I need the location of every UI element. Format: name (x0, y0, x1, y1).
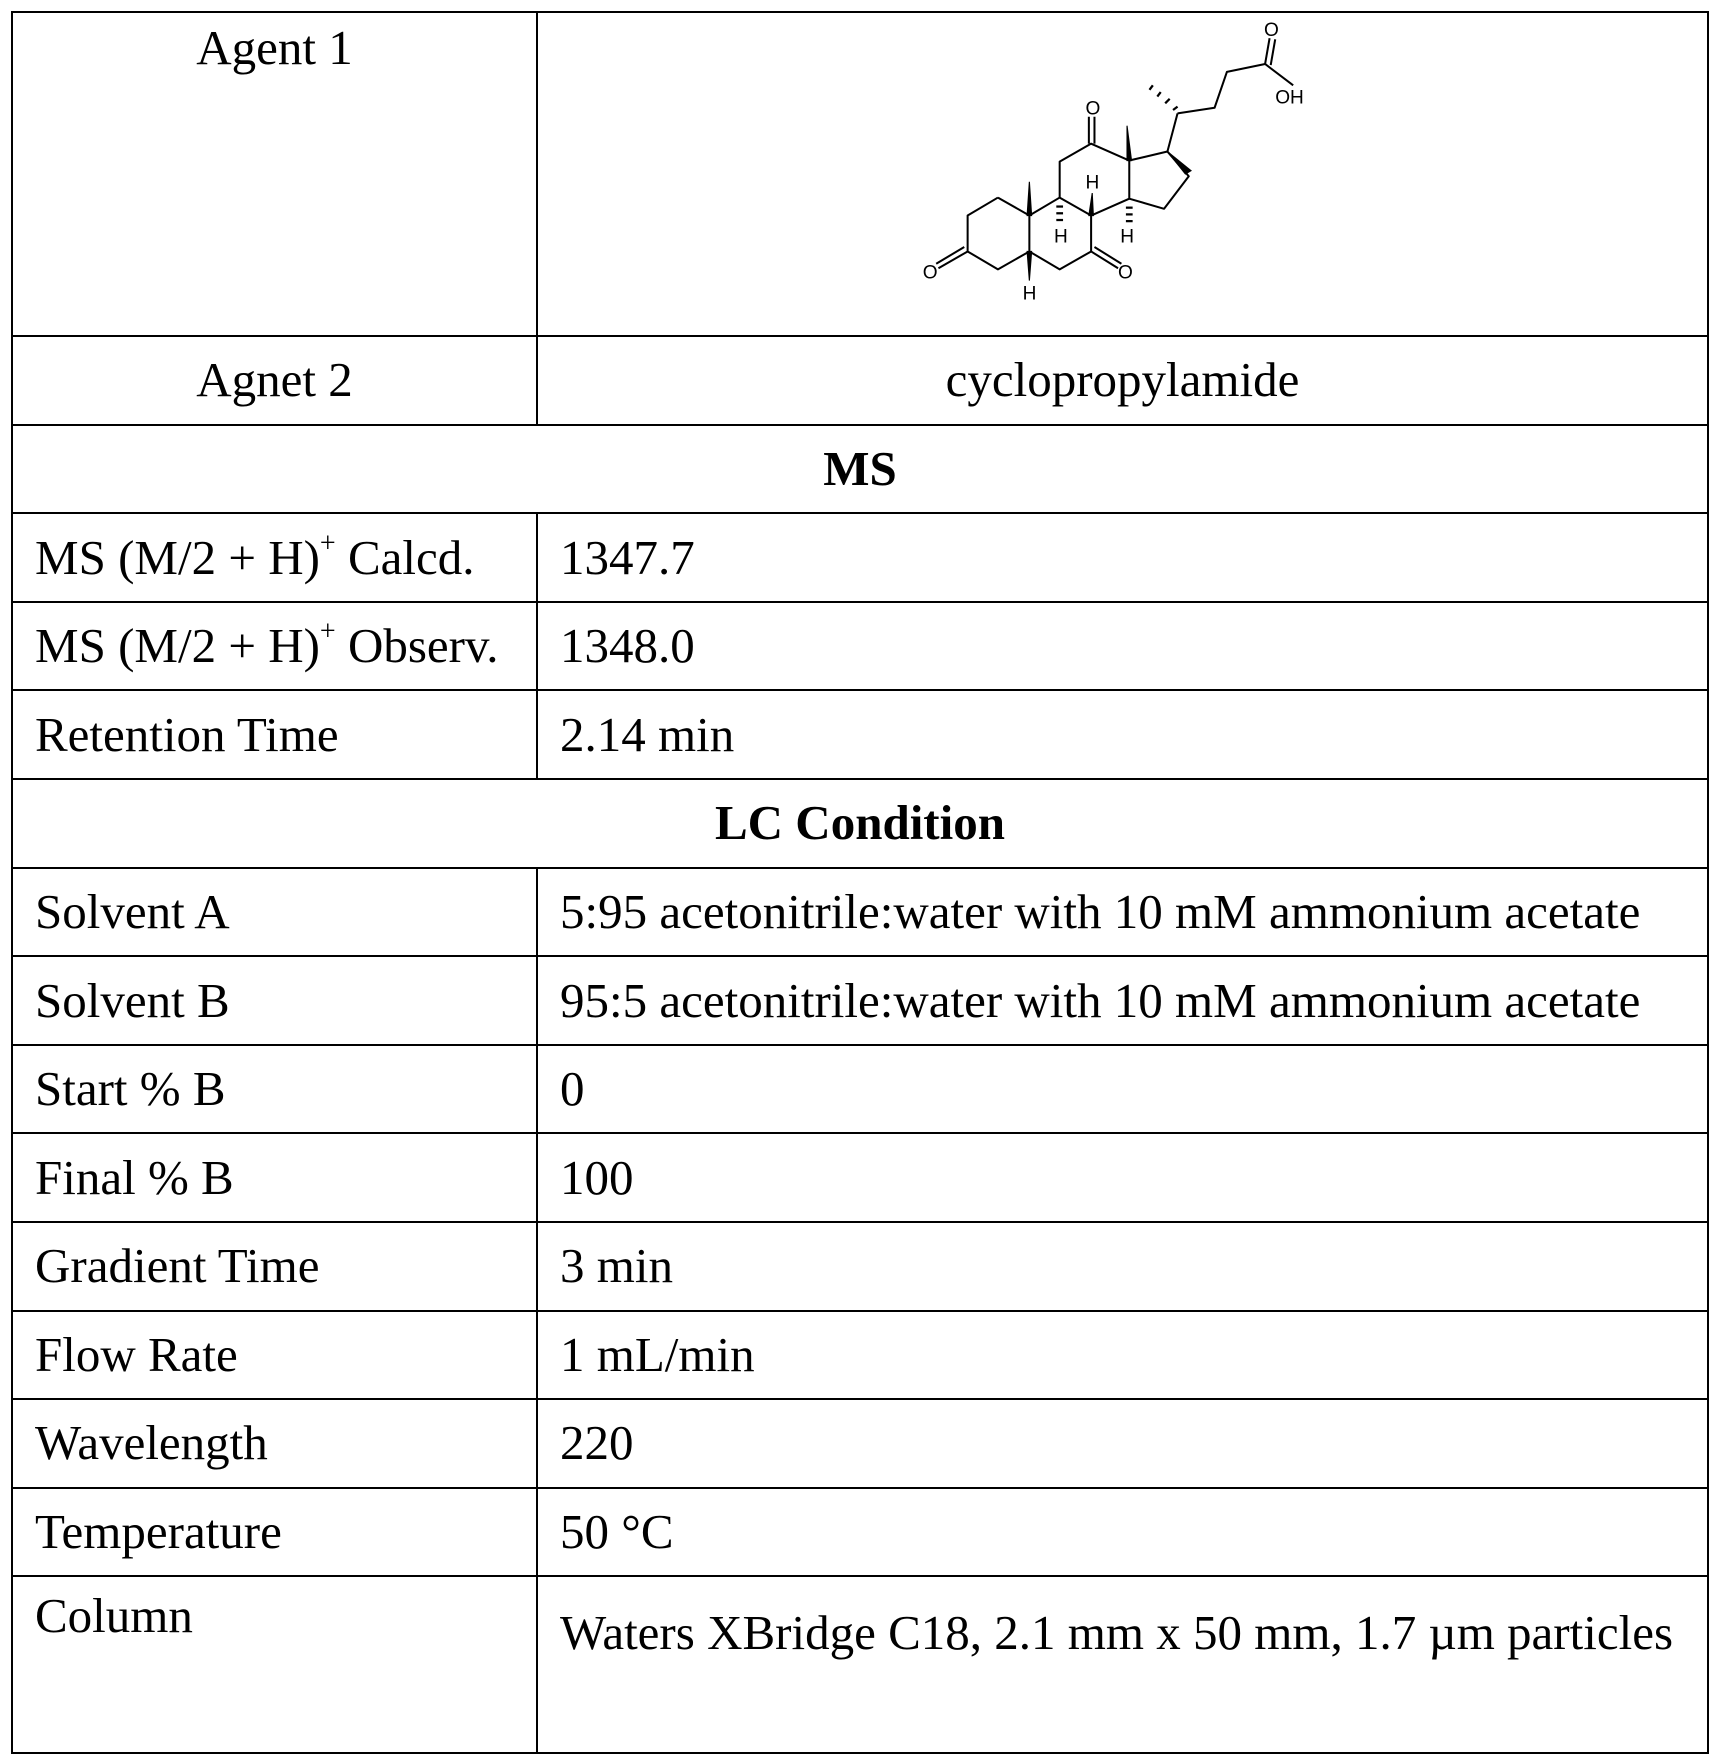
table-row (12, 868, 1708, 957)
structure-atom-label: O (1264, 20, 1279, 41)
row-value: 220 (537, 1399, 1708, 1488)
row-value: 1 mL/min (537, 1311, 1708, 1400)
ms-section-title: MS (12, 425, 1708, 514)
agent2-row (12, 336, 1708, 425)
table-row (12, 1399, 1708, 1488)
table-row (12, 1133, 1708, 1222)
superscript: + (320, 528, 336, 559)
structure-atom-label: O (1118, 262, 1133, 283)
label-text: Observ. (336, 618, 499, 673)
row-label: Gradient Time (12, 1222, 537, 1311)
structure-atom-label: H (1023, 284, 1037, 305)
row-label: Flow Rate (12, 1311, 537, 1400)
structure-atom-label: O (923, 262, 938, 283)
structure-atom-label: H (1120, 226, 1134, 247)
row-label: Solvent B (12, 956, 537, 1045)
row-value: 2.14 min (537, 690, 1708, 779)
row-label: Wavelength (12, 1399, 537, 1488)
row-value: 100 (537, 1133, 1708, 1222)
row-label: Solvent A (12, 868, 537, 957)
row-label (12, 513, 537, 602)
lc-ms-data-table (11, 11, 1709, 1754)
ms-section-header (12, 425, 1708, 514)
row-value: 50 °C (537, 1488, 1708, 1577)
structure-atom-label: OH (1275, 87, 1304, 108)
row-label: Final % B (12, 1133, 537, 1222)
row-value: 1348.0 (537, 602, 1708, 691)
agent1-structure-cell (537, 12, 1708, 336)
label-text: MS (M/2 + H) (35, 530, 320, 585)
table-row (12, 1222, 1708, 1311)
row-value: Waters XBridge C18, 2.1 mm x 50 mm, 1.7 µm particles (537, 1576, 1708, 1753)
structure-atom-label: H (1085, 173, 1099, 194)
row-label: Retention Time (12, 690, 537, 779)
agent1-row (12, 12, 1708, 336)
row-label: Temperature (12, 1488, 537, 1577)
table-row (12, 602, 1708, 691)
row-value: 5:95 acetonitrile:water with 10 mM ammonium acetate (537, 868, 1708, 957)
table-row (12, 1311, 1708, 1400)
label-text: Calcd. (336, 530, 475, 585)
structure-atom-label: O (1085, 98, 1100, 119)
agent1-label: Agent 1 (12, 12, 537, 336)
agent2-value: cyclopropylamide (537, 336, 1708, 425)
table-row (12, 1488, 1708, 1577)
label-text: MS (M/2 + H) (35, 618, 320, 673)
table-row (12, 956, 1708, 1045)
table-row (12, 1576, 1708, 1753)
table-row (12, 1045, 1708, 1134)
row-label: Start % B (12, 1045, 537, 1134)
row-value: 1347.7 (537, 513, 1708, 602)
row-value: 0 (537, 1045, 1708, 1134)
row-value: 95:5 acetonitrile:water with 10 mM ammonium acetate (537, 956, 1708, 1045)
agent2-label: Agnet 2 (12, 336, 537, 425)
row-label (12, 602, 537, 691)
lc-section-header (12, 779, 1708, 868)
superscript: + (320, 616, 336, 647)
row-label: Column (12, 1576, 537, 1753)
row-value: 3 min (537, 1222, 1708, 1311)
table-row (12, 690, 1708, 779)
structure-atom-label: H (1054, 226, 1068, 247)
lc-section-title: LC Condition (12, 779, 1708, 868)
table-row (12, 513, 1708, 602)
